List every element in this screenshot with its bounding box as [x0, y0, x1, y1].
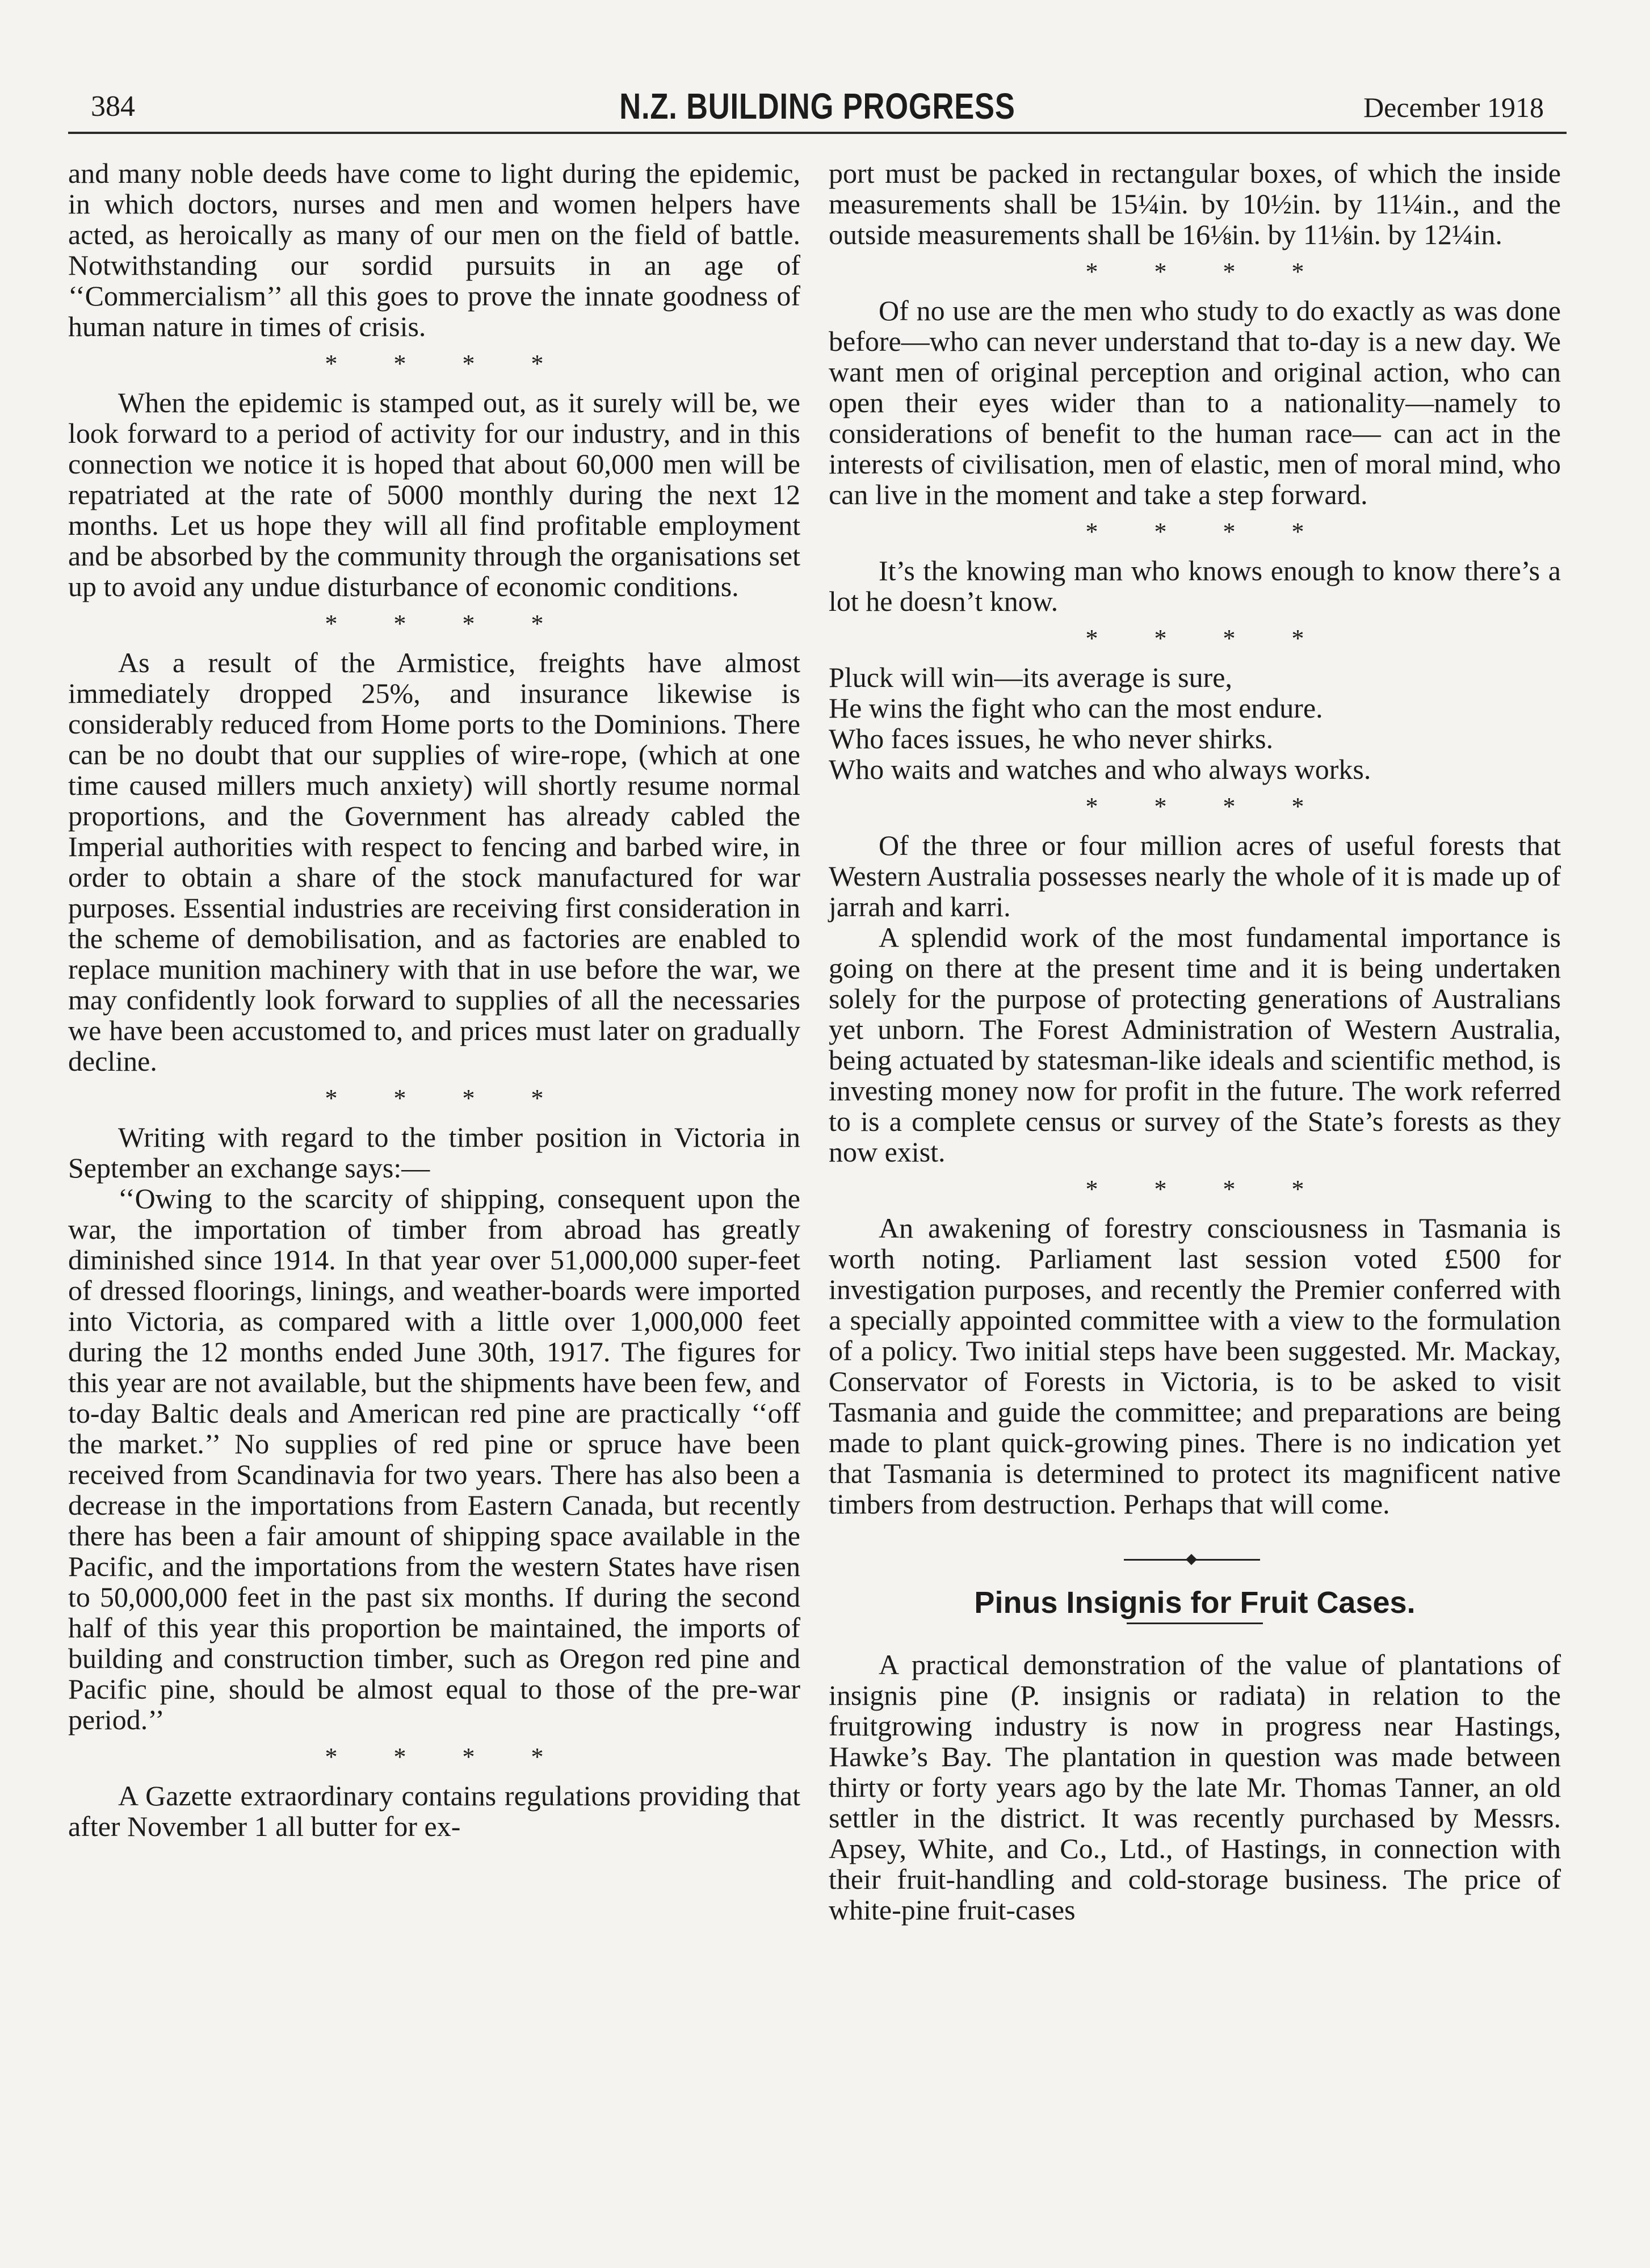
section-title: Pinus Insignis for Fruit Cases.	[974, 1586, 1416, 1620]
paragraph: port must be packed in rectangular boxes, of which the inside measurements shall be 15¼in. by 10½in. by 11¼in., and the outside measurements shall be 16⅛in. by 11⅛in. by 12¼in.	[829, 157, 1561, 250]
section-divider-stars: * * * *	[1085, 518, 1329, 546]
title-underline	[1127, 1623, 1263, 1624]
right-column	[829, 158, 1561, 1925]
publication-title: N.Z. BUILDING PROGRESS	[619, 86, 1015, 127]
poem	[829, 662, 1561, 785]
page-number: 384	[91, 90, 135, 123]
section-divider-stars: * * * *	[325, 1743, 569, 1771]
section-divider-stars: * * * *	[325, 610, 569, 638]
poem-line: Who waits and watches and who always works.	[829, 753, 1371, 785]
poem-line: He wins the fight who can the most endure.	[829, 692, 1323, 724]
paragraph: A practical demonstration of the value of plantations of insignis pine (P. insignis or radiata) in relation to the fruitgrowing industry is now in progress near Hastings, Hawke’s Bay. The plantation in question was made between thirty or forty years ago by the late Mr. Thomas Tanner, an old settler in the district. It was recently purchased by Messrs. Apsey, White, and Co., Ltd., of Hastings, in connection with their fruit-handling and cold-storage business. The price of white-pine fruit-cases	[829, 1649, 1561, 1926]
paragraph: Of the three or four million acres of useful forests that Western Australia possesses nearly the whole of it is made up of jarrah and karri.	[829, 829, 1561, 923]
paragraph: and many noble deeds have come to light during the epidemic, in which doctors, nurses and men and women helpers have acted, as heroically as many of our men on the field of battle. Notwithstanding our sordid pursuits in an age of ‘‘Commercialism’’ all this goes to prove the innate goodness of human nature in times of crisis.	[68, 157, 800, 342]
section-divider-stars: * * * *	[1085, 624, 1329, 652]
paragraph: An awakening of forestry consciousness in Tasmania is worth noting. Parliament last session voted £500 for investigation purposes, and recently the Premier conferred with a specially appointed committee with a view to the formulation of a policy. Two initial steps have been suggested. Mr. Mackay, Conservator of Forests in Victoria, is to be asked to visit Tasmania and guide the committee; and preparations are being made to plant quick-growing pines. There is no indication yet that Tasmania is determined to protect its magnificent native timbers from destruction. Perhaps that will come.	[829, 1212, 1561, 1520]
ornament-divider	[829, 1553, 1561, 1565]
paragraph: A Gazette extraordinary contains regulations providing that after November 1 all butter for ex-	[68, 1780, 800, 1842]
page-header	[68, 85, 1567, 131]
quoted-paragraph: ‘‘Owing to the scarcity of shipping, consequent upon the war, the importation of timber from abroad has greatly diminished since 1914. In that year over 51,000,000 super-feet of dressed floorings, linings, and weather-boards were imported into Victoria, as compared with a little over 1,000,000 feet during the 12 months ended June 30th, 1917. The figures for this year are not available, but the shipments have been few, and to-day Baltic deals and American red pine are practically ‘‘off the market.’’ No supplies of red pine or spruce have been received from Scandinavia for two years. There has also been a decrease in the importations from Eastern Canada, but recently there has been a fair amount of shipping space available in the Pacific, and the importations from the western States have risen to 50,000,000 feet in the past six months. If during the second half of this year this proportion be maintained, the imports of building and construction timber, such as Oregon red pine and Pacific pine, should be almost equal to those of the pre-war period.’’	[68, 1183, 800, 1735]
header-rule	[68, 132, 1567, 134]
paragraph: Of no use are the men who study to do exactly as was done before—who can never understand that to-day is a new day. We want men of original perception and original action, who can open their eyes wider than to a nationality—namely to considerations of benefit to the human race— can act in the interests of civilisation, men of elastic, men of moral mind, who can live in the moment and take a step forward.	[829, 295, 1561, 510]
section-divider-stars: * * * *	[1085, 1175, 1329, 1203]
left-column	[68, 158, 800, 1842]
paragraph: It’s the knowing man who knows enough to know there’s a lot he doesn’t know.	[829, 555, 1561, 617]
section-divider-stars: * * * *	[325, 1084, 569, 1112]
paragraph: When the epidemic is stamped out, as it surely will be, we look forward to a period of activity for our industry, and in this connection we notice it is hoped that about 60,000 men will be repatriated at the rate of 5000 monthly during the next 12 months. Let us hope they will all find profitable employment and be absorbed by the community through the organisations set up to avoid any undue disturbance of economic conditions.	[68, 387, 800, 602]
ornament-diamond	[1186, 1554, 1197, 1565]
paragraph: A splendid work of the most fundamental importance is going on there at the present time and it is being undertaken solely for the purpose of protecting generations of Australians yet unborn. The Forest Administration of Western Australia, being actuated by statesman-like ideals and scientific method, is investing money now for profit in the future. The work referred to is a complete census or survey of the State’s forests as they now exist.	[829, 921, 1561, 1168]
section-divider-stars: * * * *	[1085, 793, 1329, 820]
paragraph: As a result of the Armistice, freights have almost immediately dropped 25%, and insurance likewise is considerably reduced from Home ports to the Dominions. There can be no doubt that our supplies of wire-rope, (which at one time caused millers much anxiety) will shortly resume normal proportions, and the Government has already cabled the Imperial authorities with respect to fencing and barbed wire, in order to obtain a share of the stock manufactured for war purposes. Essential industries are receiving first consideration in the scheme of demobilisation, and as factories are enabled to replace munition machinery with that in use before the war, we may confidently look forward to supplies of all the necessaries we have been accustomed to, and prices must later on gradually decline.	[68, 647, 800, 1077]
section-divider-stars: * * * *	[1085, 258, 1329, 286]
issue-date: December 1918	[1363, 91, 1544, 123]
poem-line: Pluck will win—its average is sure,	[829, 661, 1232, 693]
poem-line: Who faces issues, he who never shirks.	[829, 723, 1274, 754]
paragraph: Writing with regard to the timber position in Victoria in September an exchange says:—	[68, 1121, 800, 1184]
section-divider-stars: * * * *	[325, 350, 569, 378]
